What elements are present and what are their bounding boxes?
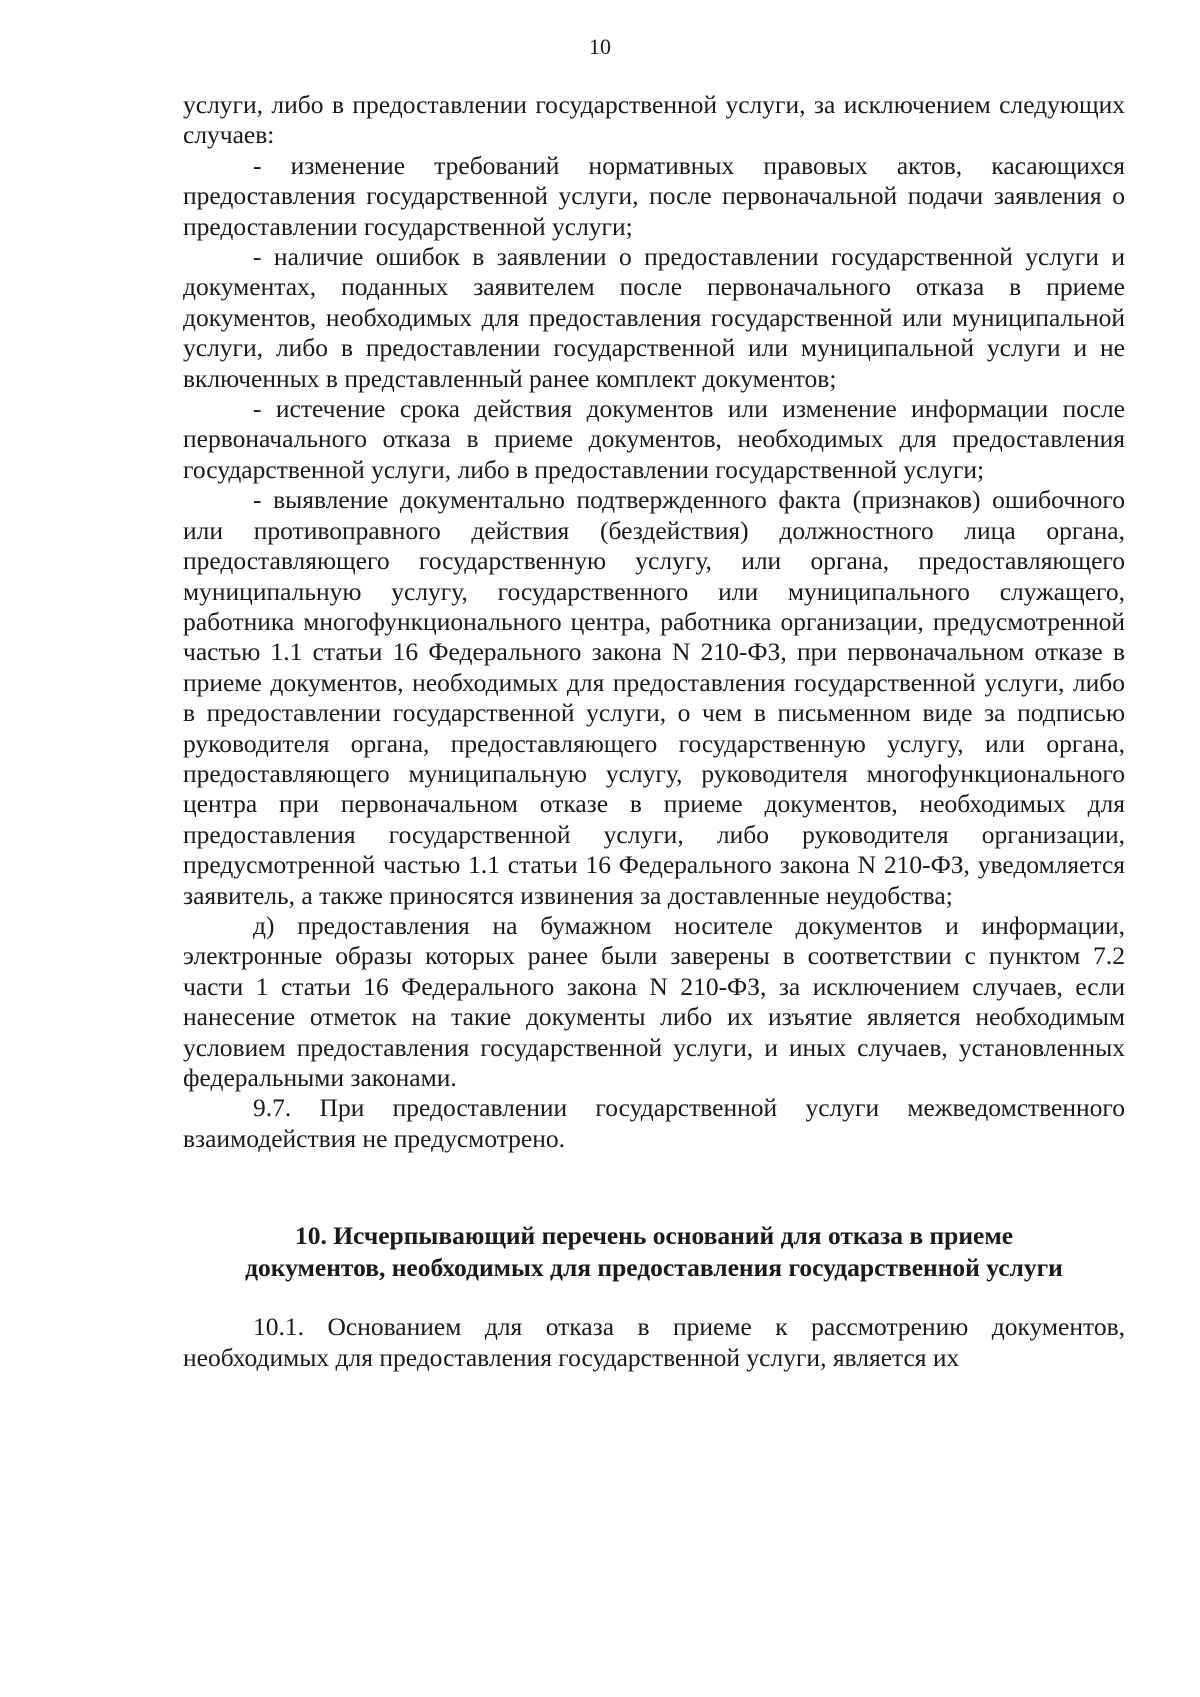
paragraph-item-misconduct: - выявление документально подтвержденного факта (признаков) ошибочного или противоправного действия (бездействия) должностного лица органа, предоставляющего государственную услугу, или органа, предоставляющего муниципальную услугу, государственного или муниципального служащего, работника многофункционального центра, работника организации, предусмотренной частью 1.1 статьи 16 Федерального закона N 210-ФЗ, при первоначальном отказе в приеме документов, необходимых для предоставления государственной услуги, либо в предоставлении государственной услуги, о чем в письменном виде за подписью руководителя органа, предоставляющего государственную услугу, или органа, предоставляющего муниципальную услугу, руководителя многофункционального центра при первоначальном отказе в приеме документов, необходимых для предоставления государственной услуги, либо руководителя организации, предусмотренной частью 1.1 статьи 16 Федерального закона N 210-ФЗ, уведомляется заявитель, а также приносятся извинения за доставленные неудобства; <box>183 485 1125 910</box>
section-10-heading <box>183 1220 1125 1284</box>
paragraph-item-errors: - наличие ошибок в заявлении о предоставлении государственной услуги и документах, поданных заявителем после первоначального отказа в приеме документов, необходимых для предоставления государственной или муниципальной услуги, либо в предоставлении государственной или муниципальной услуги и не включенных в представленный ранее комплект документов; <box>183 242 1125 393</box>
paragraph-intro: услуги, либо в предоставлении государственной услуги, за исключением следующих случаев: <box>183 90 1125 150</box>
paragraph-item-requirements-change: - изменение требований нормативных правовых актов, касающихся предоставления государственной услуги, после первоначальной подачи заявления о предоставлении государственной услуги; <box>183 150 1125 241</box>
paragraph-item-expiry: - истечение срока действия документов или изменение информации после первоначального отказа в приеме документов, необходимых для предоставления государственной услуги, либо в предоставлении государственной услуги; <box>183 394 1125 484</box>
section-heading-line-2: документов, необходимых для предоставления государственной услуги <box>245 1253 1063 1283</box>
paragraph-item-d-paper-documents: д) предоставления на бумажном носителе документов и информации, электронные образы которых ранее были заверены в соответствии с пунктом 7.2 части 1 статьи 16 Федерального закона N 210-ФЗ, за исключением случаев, если нанесение отметок на такие документы либо их изъятие является необходимым условием предоставления государственной услуги, и иных случаев, установленных федеральными законами. <box>183 910 1125 1092</box>
document-body <box>183 90 1125 1373</box>
paragraph-10-1: 10.1. Основанием для отказа в приеме к рассмотрению документов, необходимых для предоставления государственной услуги, является их <box>183 1312 1125 1372</box>
paragraph-9-7: 9.7. При предоставлении государственной услуги межведомственного взаимодействия не предусмотрено. <box>183 1093 1125 1153</box>
section-heading-line-1: 10. Исчерпывающий перечень оснований для отказа в приеме <box>294 1221 1014 1251</box>
page-number: 10 <box>589 34 611 59</box>
